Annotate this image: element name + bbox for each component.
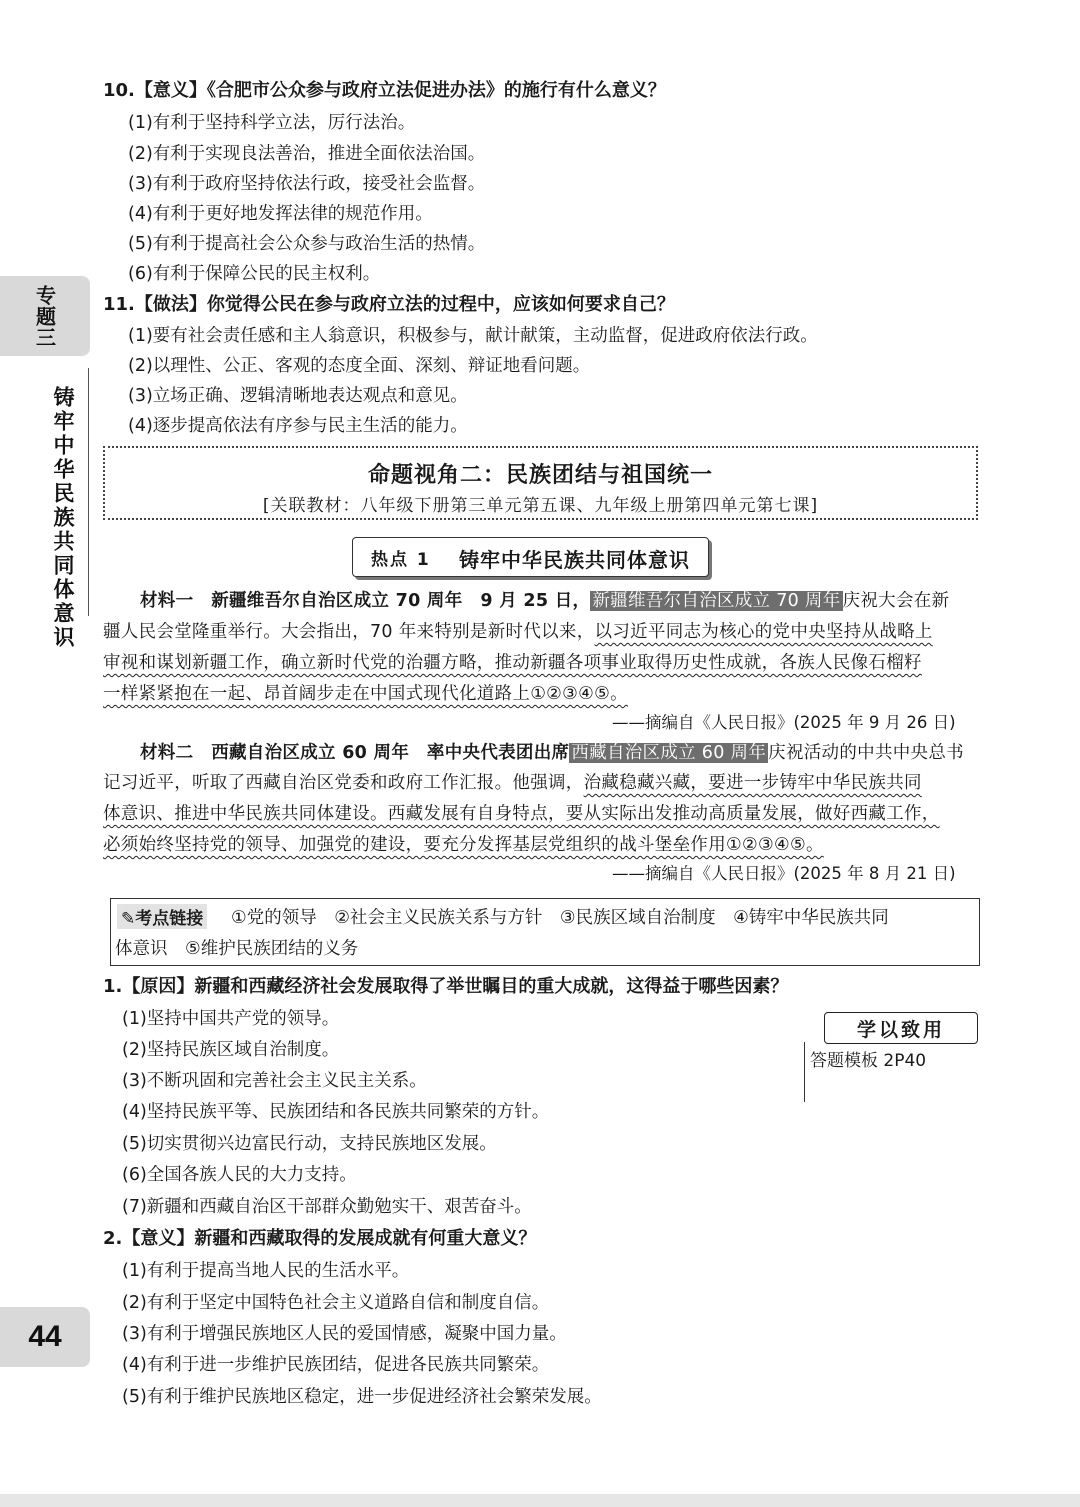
underlined-text: 以习近平同志为核心的党中央坚持从战略上 [594,622,933,642]
question-10-answer: (2)有利于实现良法善治，推进全面依法治国。 [128,144,486,164]
key-points-box [110,898,980,966]
question-11-title: 11.【做法】你觉得公民在参与政府立法的过程中，应该如何要求自己？ [103,294,675,315]
material-2-line [103,771,922,795]
key-points-heading [117,904,207,929]
material-text: 疆人民会堂隆重举行。大会指出，70 年来特别是新时代以来， [103,622,595,642]
section-title: 命题视角二：民族团结与祖国统一 [367,463,713,488]
key-points-text: 体意识 ⑤维护民族团结的义务 [115,939,359,959]
question-1-answer: (6)全国各族人民的大力支持。 [122,1165,357,1185]
material-1-line [140,589,949,613]
question-1-answer: (4)坚持民族平等、民族团结和各民族共同繁荣的方针。 [122,1102,550,1122]
apply-divider [804,1042,805,1102]
material-1-heading: 材料一 新疆维吾尔自治区成立 70 周年 9 月 25 日， [140,591,591,611]
question-2-answer: (2)有利于坚定中国特色社会主义道路自信和制度自信。 [122,1293,550,1313]
question-10-title: 10.【意义】《合肥市公众参与政府立法促进办法》的施行有什么意义？ [103,80,666,101]
apply-callout [804,1012,979,1102]
page-bottom-edge [0,1494,1080,1507]
question-11-answer: (1)要有社会责任感和主人翁意识，积极参与，献计献策，主动监督，促进政府依法行政。 [128,326,818,346]
section-header-box [103,446,978,520]
sidebar-divider [88,368,89,616]
material-text: 记习近平，听取了西藏自治区党委和政府工作汇报。他强调， [103,773,584,793]
hotspot-tag [352,537,709,577]
apply-reference: 答题模板 2P40 [810,1051,927,1071]
apply-banner [824,1012,978,1044]
question-1-answer: (2)坚持民族区域自治制度。 [122,1040,340,1060]
link-icon: ✎ [121,909,136,929]
hotspot-title: 铸牢中华民族共同体意识 [459,548,690,572]
question-11-answer: (4)逐步提高依法有序参与民主生活的能力。 [128,416,468,436]
material-text: 庆祝活动的中共中央总书 [768,743,964,763]
apply-banner-label: 学以致用 [856,1018,945,1041]
underlined-text: 一样紧紧抱在一起、昂首阔步走在中国式现代化道路上①②③④⑤。 [103,684,628,704]
question-1-answer: (5)切实贯彻兴边富民行动，支持民族地区发展。 [122,1134,497,1154]
highlighted-text: 新疆维吾尔自治区成立 70 周年 [592,591,841,611]
material-1-line [103,620,933,644]
question-2-answer: (5)有利于维护民族地区稳定，进一步促进经济社会繁荣发展。 [122,1387,602,1407]
question-1-title: 1.【原因】新疆和西藏经济社会发展取得了举世瞩目的重大成就，这得益于哪些因素？ [103,976,789,997]
material-1-source: ——摘编自《人民日报》(2025 年 9 月 26 日) [612,713,956,732]
material-2-line [140,741,964,765]
question-1-answer: (1)坚持中国共产党的领导。 [122,1009,340,1029]
chapter-topic: 铸牢中华民族共同体意识 [51,386,75,650]
chapter-label: 专题三 [32,284,57,348]
chapter-tab [0,276,90,356]
key-points-label: 考点链接 [135,909,204,929]
page-number-tab [0,1307,90,1367]
underlined-text: 必须始终坚持党的领导、加强党的建设，要充分发挥基层党组织的战斗堡垒作用①②③④⑤。 [103,835,824,855]
section-subtitle: [关联教材：八年级下册第三单元第五课、九年级上册第四单元第七课] [262,496,819,516]
material-text: 庆祝大会在新 [842,591,950,611]
question-10-answer: (5)有利于提高社会公众参与政治生活的热情。 [128,234,486,254]
question-10-answer: (4)有利于更好地发挥法律的规范作用。 [128,204,433,224]
question-10-answer: (6)有利于保障公民的民主权利。 [128,264,381,284]
material-2-heading: 材料二 西藏自治区成立 60 周年 率中央代表团出席 [140,743,570,763]
underlined-text: 治藏稳藏兴藏，要进一步铸牢中华民族共同 [583,773,922,793]
material-1-line [103,682,628,706]
question-1-answer: (3)不断巩固和完善社会主义民主关系。 [122,1071,427,1091]
highlighted-text: 西藏自治区成立 60 周年 [571,743,767,763]
question-1-answer: (7)新疆和西藏自治区干部群众勤勉实干、艰苦奋斗。 [122,1197,532,1217]
question-2-answer: (3)有利于增强民族地区人民的爱国情感，凝聚中国力量。 [122,1324,567,1344]
question-10-answer: (3)有利于政府坚持依法行政，接受社会监督。 [128,174,486,194]
question-11-answer: (2)以理性、公正、客观的态度全面、深刻、辩证地看问题。 [128,356,591,376]
question-10-answer: (1)有利于坚持科学立法，厉行法治。 [128,113,416,133]
material-2-line: 体意识、推进中华民族共同体建设。西藏发展有自身特点，要从实际出发推动高质量发展，做好西藏工作， [103,804,940,824]
question-2-answer: (1)有利于提高当地人民的生活水平。 [122,1261,410,1281]
page-number: 44 [28,1320,62,1353]
material-2-line [103,833,824,857]
question-11-answer: (3)立场正确、逻辑清晰地表达观点和意见。 [128,386,468,406]
material-2-source: ——摘编自《人民日报》(2025 年 8 月 21 日) [612,864,956,883]
question-2-answer: (4)有利于进一步维护民族团结，促进各民族共同繁荣。 [122,1355,550,1375]
material-1-line: 审视和谋划新疆工作，确立新时代党的治疆方略，推动新疆各项事业取得历史性成就，各族人民像石榴籽 [103,653,922,673]
question-2-title: 2.【意义】新疆和西藏取得的发展成就有何重大意义？ [103,1228,537,1249]
key-points-text: ①党的领导 ②社会主义民族关系与方针 ③民族区域自治制度 ④铸牢中华民族共同 [231,908,889,928]
hotspot-label: 热点 1 [371,550,431,570]
